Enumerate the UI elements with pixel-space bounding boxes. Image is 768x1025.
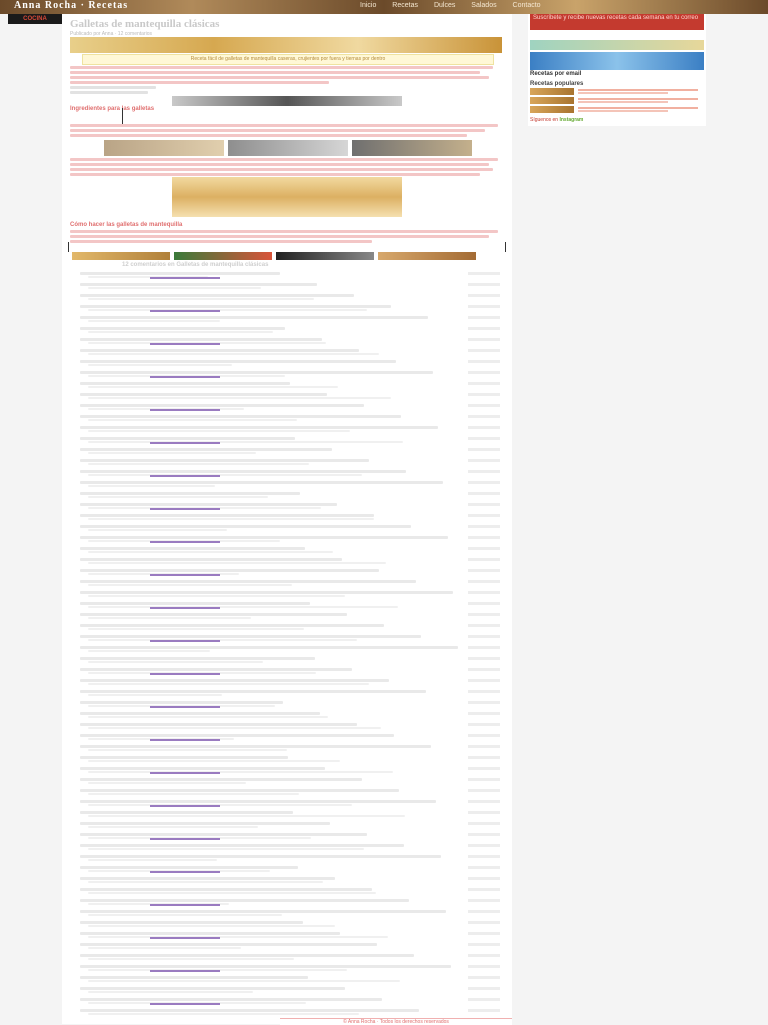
nav-item-salados[interactable]: Salados <box>471 2 497 9</box>
comment-row <box>80 393 500 403</box>
reply-button[interactable] <box>468 954 500 957</box>
reply-button[interactable] <box>468 888 500 891</box>
comment-row <box>80 481 500 491</box>
comment-row <box>80 679 500 689</box>
reply-button[interactable] <box>468 338 500 341</box>
reply-button[interactable] <box>468 283 500 286</box>
comment-row <box>80 624 500 634</box>
reply-button[interactable] <box>468 943 500 946</box>
comment-row <box>80 910 500 920</box>
comment-row <box>80 415 500 425</box>
comment-row <box>80 866 500 876</box>
related-posts <box>72 252 476 260</box>
comment-row <box>80 756 500 766</box>
reply-button[interactable] <box>468 921 500 924</box>
reply-button[interactable] <box>468 998 500 1001</box>
comment-row <box>80 536 500 546</box>
intro-text <box>70 66 502 96</box>
comment-row <box>80 987 500 997</box>
comment-row <box>80 547 500 557</box>
comment-row <box>80 426 500 436</box>
reply-button[interactable] <box>468 294 500 297</box>
reply-button[interactable] <box>468 393 500 396</box>
reply-button[interactable] <box>468 569 500 572</box>
reply-button[interactable] <box>468 415 500 418</box>
comment-row <box>80 492 500 502</box>
post-content <box>62 14 512 1024</box>
logo-badge[interactable]: COCINA <box>8 14 62 24</box>
thumb-frame <box>122 108 512 124</box>
comment-row <box>80 844 500 854</box>
reply-button[interactable] <box>468 327 500 330</box>
reply-button[interactable] <box>468 635 500 638</box>
reply-button[interactable] <box>468 492 500 495</box>
comment-row <box>80 360 500 370</box>
reply-button[interactable] <box>468 756 500 759</box>
nav-item-dulces[interactable]: Dulces <box>433 2 456 9</box>
reply-button[interactable] <box>468 558 500 561</box>
process-images <box>104 140 472 156</box>
reply-button[interactable] <box>468 745 500 748</box>
reply-button[interactable] <box>468 932 500 935</box>
reply-button[interactable] <box>468 734 500 737</box>
comment-row <box>80 316 500 326</box>
comment-row <box>80 921 500 931</box>
popular-item[interactable] <box>530 106 704 113</box>
comment-row <box>80 327 500 337</box>
comment-row <box>80 932 500 942</box>
popular-item[interactable] <box>530 97 704 104</box>
hero-image <box>70 37 502 53</box>
comment-row <box>80 349 500 359</box>
comment-row <box>80 338 500 348</box>
comment-row <box>80 712 500 722</box>
reply-button[interactable] <box>468 833 500 836</box>
page-footer: © Anna Rocha · Todos los derechos reservados <box>280 1018 512 1025</box>
comment-row <box>80 635 500 645</box>
reply-button[interactable] <box>468 426 500 429</box>
site-title[interactable]: Anna Rocha · Recetas <box>14 0 129 11</box>
reply-button[interactable] <box>468 855 500 858</box>
reply-button[interactable] <box>468 778 500 781</box>
reply-button[interactable] <box>468 624 500 627</box>
reply-button[interactable] <box>468 514 500 517</box>
post-title: Galletas de mantequilla clásicas <box>70 18 220 30</box>
reply-button[interactable] <box>468 371 500 374</box>
reply-button[interactable] <box>468 976 500 979</box>
image-caption: Receta fácil de galletas de mantequilla caseras, crujientes por fuera y tiernas por dentro <box>82 54 494 65</box>
comment-row <box>80 503 500 513</box>
reply-button[interactable] <box>468 811 500 814</box>
comment-row <box>80 789 500 799</box>
comment-row <box>80 646 500 656</box>
comment-row <box>80 602 500 612</box>
reply-button[interactable] <box>468 437 500 440</box>
reply-button[interactable] <box>468 800 500 803</box>
comment-row <box>80 437 500 447</box>
reply-button[interactable] <box>468 690 500 693</box>
comment-row <box>80 305 500 315</box>
reply-button[interactable] <box>468 987 500 990</box>
comment-row <box>80 514 500 524</box>
sidebar <box>528 14 706 126</box>
site-header <box>0 0 768 14</box>
steps-text <box>70 158 502 178</box>
comment-row <box>80 734 500 744</box>
comment-row <box>80 811 500 821</box>
reply-button[interactable] <box>468 910 500 913</box>
reply-button[interactable] <box>468 767 500 770</box>
sidebar-footer <box>530 117 583 123</box>
reply-button[interactable] <box>468 316 500 319</box>
newsletter-banner[interactable] <box>530 52 704 70</box>
reply-button[interactable] <box>468 503 500 506</box>
reply-button[interactable] <box>468 613 500 616</box>
comment-row <box>80 877 500 887</box>
reply-button[interactable] <box>468 360 500 363</box>
reply-button[interactable] <box>468 668 500 671</box>
reply-button[interactable] <box>468 657 500 660</box>
comment-row <box>80 382 500 392</box>
reply-button[interactable] <box>468 305 500 308</box>
comment-row <box>80 470 500 480</box>
comment-row <box>80 767 500 777</box>
reply-button[interactable] <box>468 789 500 792</box>
comment-row <box>80 943 500 953</box>
comment-row <box>80 778 500 788</box>
comments-title: 12 comentarios en Galletas de mantequilla clásicas <box>122 262 269 268</box>
reply-button[interactable] <box>468 448 500 451</box>
nav-item-inicio[interactable]: Inicio <box>360 2 377 9</box>
comment-row <box>80 855 500 865</box>
comment-row <box>80 525 500 535</box>
reply-button[interactable] <box>468 459 500 462</box>
reply-button[interactable] <box>468 679 500 682</box>
comment-row <box>80 822 500 832</box>
reply-button[interactable] <box>468 723 500 726</box>
comment-row <box>80 690 500 700</box>
reply-button[interactable] <box>468 1009 500 1012</box>
comment-row <box>80 371 500 381</box>
newsletter-label: Recetas por email <box>530 71 582 77</box>
reply-button[interactable] <box>468 525 500 528</box>
main-nav <box>360 2 555 9</box>
comment-row <box>80 965 500 975</box>
reply-button[interactable] <box>468 404 500 407</box>
comment-row <box>80 668 500 678</box>
follow-text: Síguenos en <box>530 117 559 123</box>
ingredients-heading: Ingredientes para las galletas <box>70 106 155 112</box>
reply-button[interactable] <box>468 899 500 902</box>
reply-button[interactable] <box>468 272 500 275</box>
reply-button[interactable] <box>468 481 500 484</box>
post-meta: Publicado por Anna · 12 comentarios <box>70 31 152 37</box>
comment-row <box>80 745 500 755</box>
related-frame <box>68 242 506 252</box>
reply-button[interactable] <box>468 877 500 880</box>
steps-heading: Cómo hacer las galletas de mantequilla <box>70 222 183 228</box>
comment-row <box>80 448 500 458</box>
comment-row <box>80 657 500 667</box>
ingredients-text <box>70 124 502 139</box>
comment-row <box>80 580 500 590</box>
reply-button[interactable] <box>468 965 500 968</box>
comment-row <box>80 404 500 414</box>
sidebar-banner[interactable] <box>530 40 704 50</box>
comment-row <box>80 899 500 909</box>
comment-row <box>80 459 500 469</box>
comment-row <box>80 998 500 1008</box>
reply-button[interactable] <box>468 646 500 649</box>
comment-row <box>80 613 500 623</box>
comment-row <box>80 833 500 843</box>
comment-row <box>80 558 500 568</box>
popular-item[interactable] <box>530 88 704 95</box>
comment-row <box>80 272 500 282</box>
reply-button[interactable] <box>468 580 500 583</box>
reply-button[interactable] <box>468 701 500 704</box>
reply-button[interactable] <box>468 349 500 352</box>
reply-button[interactable] <box>468 712 500 715</box>
reply-button[interactable] <box>468 844 500 847</box>
cookies-image <box>172 177 402 217</box>
comment-row <box>80 294 500 304</box>
reply-button[interactable] <box>468 602 500 605</box>
nav-item-contacto[interactable]: Contacto <box>512 2 541 9</box>
comment-row <box>80 954 500 964</box>
reply-button[interactable] <box>468 547 500 550</box>
comment-row <box>80 723 500 733</box>
step-image-strip <box>172 96 402 106</box>
reply-button[interactable] <box>468 470 500 473</box>
reply-button[interactable] <box>468 382 500 385</box>
popular-heading: Recetas populares <box>530 81 584 87</box>
comment-row <box>80 569 500 579</box>
reply-button[interactable] <box>468 866 500 869</box>
comment-row <box>80 283 500 293</box>
reply-button[interactable] <box>468 536 500 539</box>
subscribe-promo[interactable]: Suscríbete y recibe nuevas recetas cada semana en tu correo <box>530 14 704 30</box>
nav-item-recetas[interactable]: Recetas <box>392 2 418 9</box>
comment-row <box>80 800 500 810</box>
reply-button[interactable] <box>468 591 500 594</box>
comment-row <box>80 701 500 711</box>
comment-row <box>80 888 500 898</box>
instagram-link[interactable]: Instagram <box>559 117 584 123</box>
comment-row <box>80 976 500 986</box>
reply-button[interactable] <box>468 822 500 825</box>
comment-row <box>80 591 500 601</box>
